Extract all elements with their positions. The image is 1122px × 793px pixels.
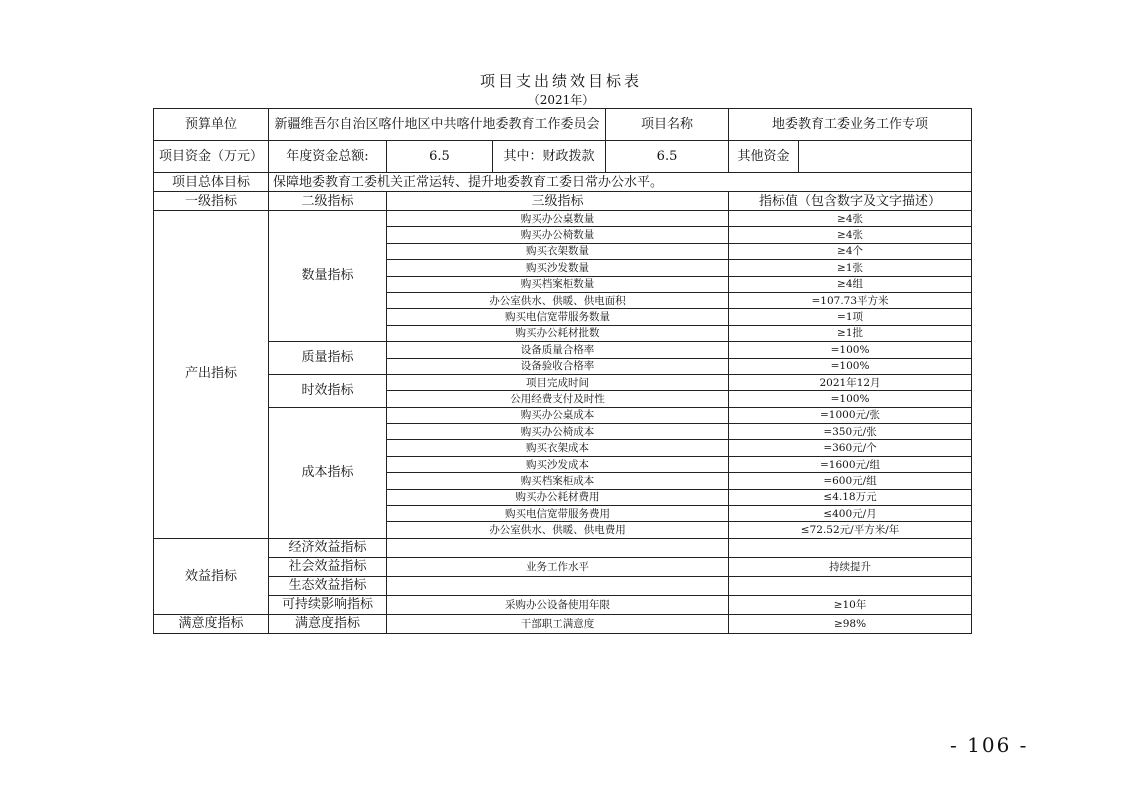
indicator-name: [387, 538, 729, 557]
indicator-value: [729, 538, 972, 557]
indicator-name: 办公室供水、供暖、供电费用: [387, 522, 729, 538]
indicator-value: =100%: [729, 342, 972, 358]
annual-total-value: 6.5: [387, 141, 493, 173]
fiscal-allocation-label: 其中：财政拨款: [493, 141, 606, 173]
level2-cost: 成本指标: [269, 407, 387, 538]
level2-ecological: 生态效益指标: [269, 576, 387, 595]
indicator-name: 采购办公设备使用年限: [387, 595, 729, 614]
indicator-value: ≤4.18万元: [729, 489, 972, 505]
indicator-name: 购买衣架数量: [387, 243, 729, 259]
indicator-name: 购买办公桌数量: [387, 211, 729, 227]
annual-total-label: 年度资金总额:: [269, 141, 387, 173]
indicator-name: 设备质量合格率: [387, 342, 729, 358]
indicator-name: 办公室供水、供暖、供电面积: [387, 292, 729, 308]
indicator-name: 购买办公桌成本: [387, 407, 729, 423]
level2-quantity: 数量指标: [269, 211, 387, 342]
level2-sustainable: 可持续影响指标: [269, 595, 387, 614]
overall-goal-value: 保障地委教育工委机关正常运转、提升地委教育工委日常办公水平。: [269, 173, 972, 192]
indicator-value: =100%: [729, 358, 972, 374]
indicator-value: ≥4张: [729, 227, 972, 243]
indicator-name: 购买办公椅成本: [387, 424, 729, 440]
level2-timeliness: 时效指标: [269, 374, 387, 407]
fiscal-allocation-value: 6.5: [606, 141, 729, 173]
table-year: （2021年）: [527, 93, 595, 107]
indicator-name: 业务工作水平: [387, 557, 729, 576]
indicator-name: 购买办公耗材费用: [387, 489, 729, 505]
table-title: 项目支出绩效目标表: [479, 72, 642, 90]
level2-social: 社会效益指标: [269, 557, 387, 576]
indicator-value: =107.73平方米: [729, 292, 972, 308]
indicator-value: 持续提升: [729, 557, 972, 576]
indicator-name: 购买档案柜成本: [387, 473, 729, 489]
indicator-value: =1项: [729, 309, 972, 325]
indicator-name: 购买办公耗材批数: [387, 325, 729, 341]
indicator-value: ≥1批: [729, 325, 972, 341]
indicator-value: 2021年12月: [729, 374, 972, 390]
project-name-value: 地委教育工委业务工作专项: [729, 109, 972, 141]
indicator-value: ≥1张: [729, 260, 972, 276]
overall-goal-label: 项目总体目标: [154, 173, 269, 192]
indicator-value: ≥10年: [729, 595, 972, 614]
level1-benefit: 效益指标: [154, 538, 269, 614]
indicator-value: =600元/组: [729, 473, 972, 489]
performance-target-table: [153, 108, 972, 634]
indicator-name: 公用经费支付及时性: [387, 391, 729, 407]
indicator-name: 购买衣架成本: [387, 440, 729, 456]
indicator-name: [387, 576, 729, 595]
indicator-value: ≥4个: [729, 243, 972, 259]
project-name-label: 项目名称: [606, 109, 729, 141]
indicator-value: ≥4张: [729, 211, 972, 227]
other-funds-value: [799, 141, 972, 173]
indicator-value: ≥98%: [729, 614, 972, 633]
indicator-value: [729, 576, 972, 595]
indicator-name: 项目完成时间: [387, 374, 729, 390]
level2-satisfaction: 满意度指标: [269, 614, 387, 633]
indicator-name: 购买电信宽带服务数量: [387, 309, 729, 325]
column-header-level2: 二级指标: [269, 192, 387, 211]
indicator-name: 干部职工满意度: [387, 614, 729, 633]
indicator-name: 购买沙发成本: [387, 456, 729, 472]
project-fund-label: 项目资金（万元）: [154, 141, 269, 173]
column-header-value: 指标值（包含数字及文字描述）: [729, 192, 972, 211]
other-funds-label: 其他资金: [729, 141, 799, 173]
level1-satisfaction: 满意度指标: [154, 614, 269, 633]
indicator-value: =1000元/张: [729, 407, 972, 423]
budget-unit-value: 新疆维吾尔自治区喀什地区中共喀什地委教育工作委员会: [269, 109, 606, 141]
page-number: - 106 -: [950, 733, 1029, 757]
indicator-value: ≤72.52元/平方米/年: [729, 522, 972, 538]
level2-quality: 质量指标: [269, 342, 387, 375]
level2-economic: 经济效益指标: [269, 538, 387, 557]
indicator-value: ≤400元/月: [729, 506, 972, 522]
indicator-name: 购买沙发数量: [387, 260, 729, 276]
indicator-value: =1600元/组: [729, 456, 972, 472]
indicator-value: ≥4组: [729, 276, 972, 292]
indicator-value: =360元/个: [729, 440, 972, 456]
indicator-value: =100%: [729, 391, 972, 407]
indicator-name: 购买档案柜数量: [387, 276, 729, 292]
column-header-level1: 一级指标: [154, 192, 269, 211]
indicator-value: =350元/张: [729, 424, 972, 440]
column-header-level3: 三级指标: [387, 192, 729, 211]
level1-output: 产出指标: [154, 211, 269, 539]
indicator-name: 购买办公椅数量: [387, 227, 729, 243]
indicator-name: 购买电信宽带服务费用: [387, 506, 729, 522]
budget-unit-label: 预算单位: [154, 109, 269, 141]
indicator-name: 设备验收合格率: [387, 358, 729, 374]
